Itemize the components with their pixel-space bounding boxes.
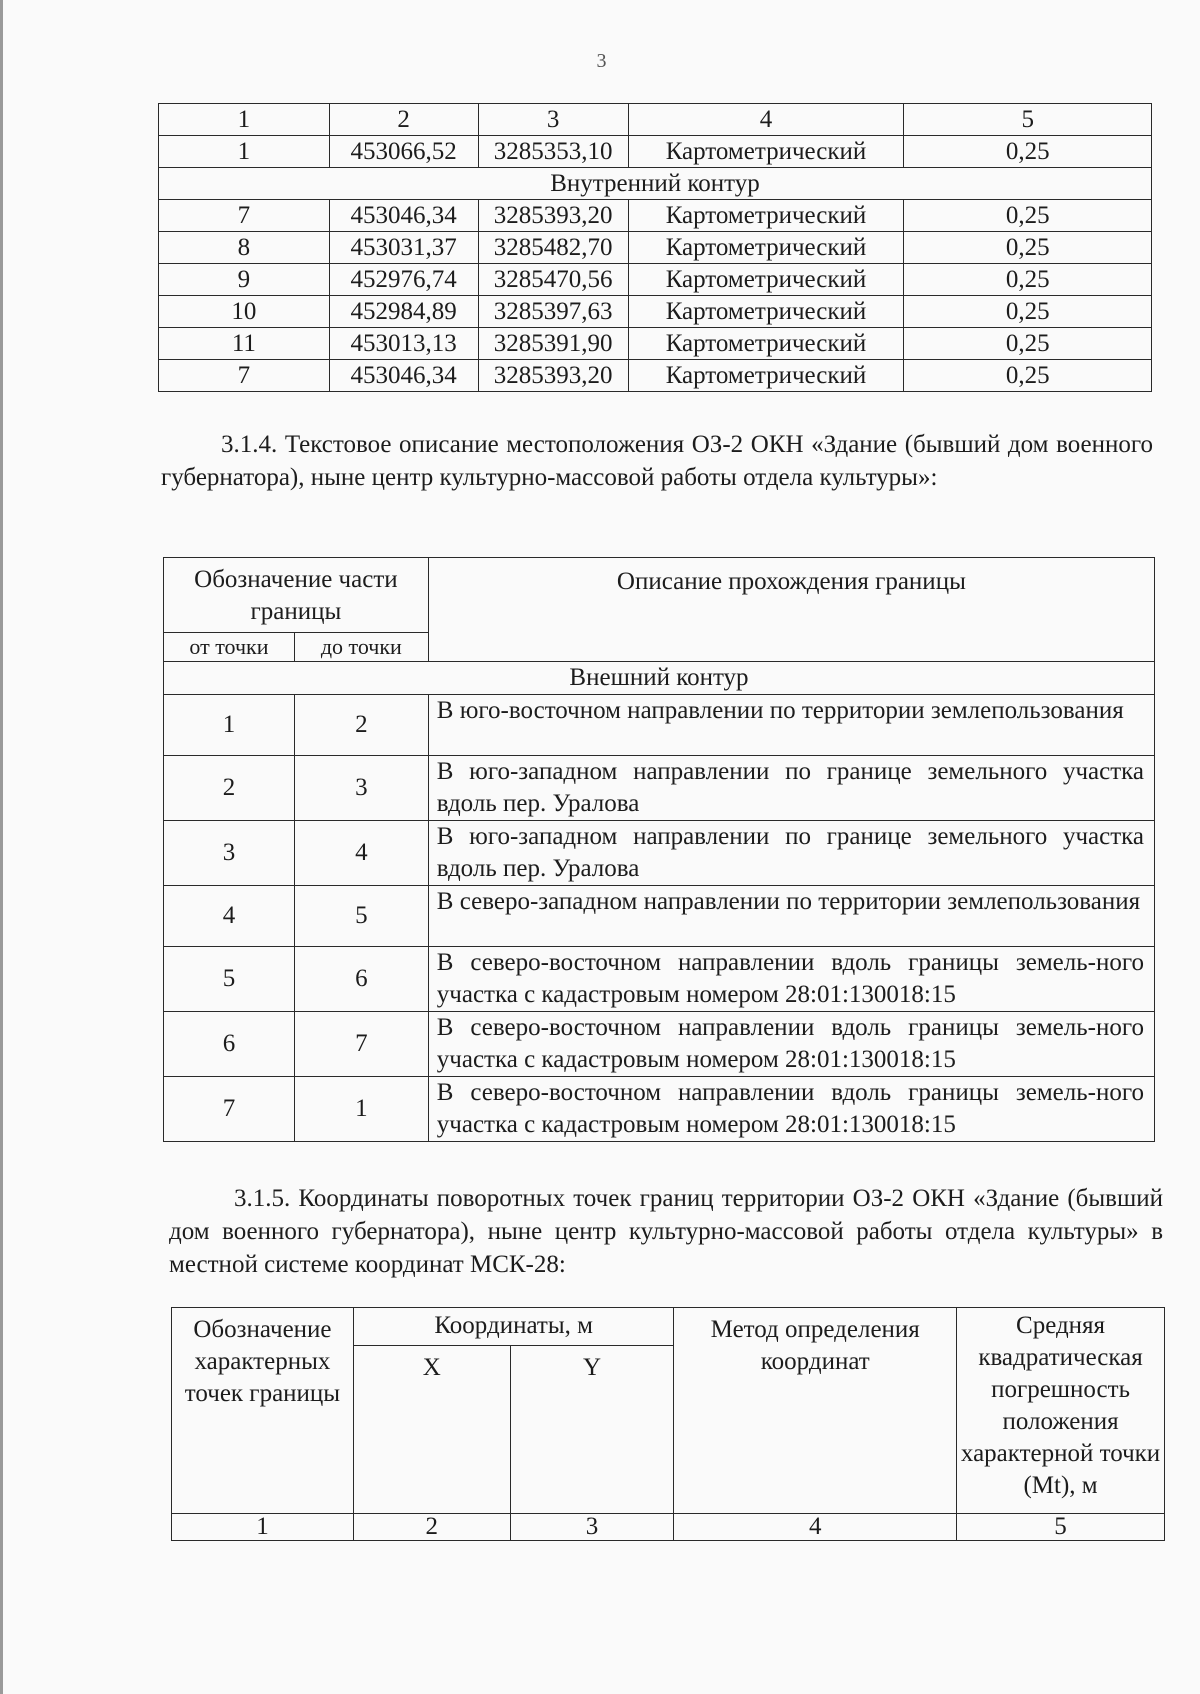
header-coordinates: Координаты, м xyxy=(353,1308,674,1346)
point-number: 7 xyxy=(159,200,330,232)
to-point: 7 xyxy=(294,1012,428,1077)
boundary-description: В юго-западном направлении по границе земельного участка вдоль пер. Уралова xyxy=(428,756,1154,821)
point-number: 10 xyxy=(159,296,330,328)
mean-error: 0,25 xyxy=(904,360,1152,392)
column-numbers-row xyxy=(172,1514,1165,1541)
coord-x: 452976,74 xyxy=(329,264,478,296)
header-boundary-part: Обозначение части границы xyxy=(164,558,429,633)
point-number: 1 xyxy=(159,136,330,168)
mean-error: 0,25 xyxy=(904,264,1152,296)
coord-x: 453013,13 xyxy=(329,328,478,360)
table-row xyxy=(164,886,1155,947)
method: Картометрический xyxy=(628,296,904,328)
boundary-description: В северо-восточном направлении вдоль границы земель-ного участка с кадастровым номером 28:01:130018:15 xyxy=(428,1077,1154,1142)
header-x: X xyxy=(353,1345,510,1513)
header-y: Y xyxy=(510,1345,674,1513)
point-number: 7 xyxy=(159,360,330,392)
to-point: 1 xyxy=(294,1077,428,1142)
table-row xyxy=(164,821,1155,886)
table-row xyxy=(164,695,1155,756)
header-boundary-description: Описание прохождения границы xyxy=(428,558,1154,662)
column-number: 2 xyxy=(329,104,478,136)
from-point: 2 xyxy=(164,756,295,821)
coord-x: 452984,89 xyxy=(329,296,478,328)
from-point: 1 xyxy=(164,695,295,756)
boundary-description: В юго-западном направлении по границе земельного участка вдоль пер. Уралова xyxy=(428,821,1154,886)
table-row xyxy=(159,136,1152,168)
paragraph-3-1-5: 3.1.5. Координаты поворотных точек границ территории ОЗ-2 ОКН «Здание (бывший дом военного губернатора), ныне центр культурно-массовой работы отдела культуры» в местной системе координат МСК-28: xyxy=(169,1185,1163,1278)
column-number: 4 xyxy=(674,1514,957,1541)
mean-error: 0,25 xyxy=(904,296,1152,328)
column-number: 3 xyxy=(478,104,628,136)
point-number: 8 xyxy=(159,232,330,264)
column-number: 2 xyxy=(353,1514,510,1541)
table-row xyxy=(159,360,1152,392)
paragraph-3-1-4: 3.1.4. Текстовое описание местоположения ОЗ-2 ОКН «Здание (бывший дом военного губернатора), ныне центр культурно-массовой работы отдела культуры»: xyxy=(161,431,1153,491)
boundary-description: В северо-восточном направлении вдоль границы земель-ного участка с кадастровым номером 28:01:130018:15 xyxy=(428,947,1154,1012)
header-method: Метод определения координат xyxy=(674,1308,957,1514)
column-number: 5 xyxy=(904,104,1152,136)
method: Картометрический xyxy=(628,360,904,392)
mean-error: 0,25 xyxy=(904,200,1152,232)
from-point: 3 xyxy=(164,821,295,886)
column-number: 5 xyxy=(957,1514,1165,1541)
point-number: 9 xyxy=(159,264,330,296)
method: Картометрический xyxy=(628,264,904,296)
header-from-point: от точки xyxy=(164,633,295,662)
coord-x: 453046,34 xyxy=(329,200,478,232)
boundary-coordinates-header-table xyxy=(171,1307,1165,1541)
coord-y: 3285470,56 xyxy=(478,264,628,296)
table-header-row xyxy=(159,104,1152,136)
mean-error: 0,25 xyxy=(904,136,1152,168)
coordinates-table-inner xyxy=(158,103,1152,392)
boundary-description: В юго-восточном направлении по территории землепользования xyxy=(428,695,1154,756)
table-row xyxy=(159,328,1152,360)
to-point: 5 xyxy=(294,886,428,947)
table-row xyxy=(164,947,1155,1012)
method: Картометрический xyxy=(628,328,904,360)
boundary-description: В северо-восточном направлении вдоль границы земель-ного участка с кадастровым номером 28:01:130018:15 xyxy=(428,1012,1154,1077)
from-point: 7 xyxy=(164,1077,295,1142)
to-point: 4 xyxy=(294,821,428,886)
coord-x: 453031,37 xyxy=(329,232,478,264)
point-number: 11 xyxy=(159,328,330,360)
boundary-description-table xyxy=(163,557,1155,1142)
to-point: 2 xyxy=(294,695,428,756)
to-point: 3 xyxy=(294,756,428,821)
column-number: 1 xyxy=(172,1514,354,1541)
method: Картометрический xyxy=(628,136,904,168)
coord-x: 453066,52 xyxy=(329,136,478,168)
coord-x: 453046,34 xyxy=(329,360,478,392)
table-row xyxy=(159,200,1152,232)
from-point: 5 xyxy=(164,947,295,1012)
to-point: 6 xyxy=(294,947,428,1012)
column-number: 3 xyxy=(510,1514,674,1541)
coord-y: 3285397,63 xyxy=(478,296,628,328)
section-inner-contour: Внутренний контур xyxy=(159,168,1152,200)
boundary-description: В северо-западном направлении по территории землепользования xyxy=(428,886,1154,947)
table-row xyxy=(159,232,1152,264)
table-row xyxy=(164,1077,1155,1142)
method: Картометрический xyxy=(628,200,904,232)
mean-error: 0,25 xyxy=(904,232,1152,264)
from-point: 4 xyxy=(164,886,295,947)
page-number: 3 xyxy=(596,50,607,72)
header-mean-error: Средняя квадратическая погрешность положения характерной точки (Mt), м xyxy=(957,1308,1165,1514)
table-row xyxy=(164,756,1155,821)
from-point: 6 xyxy=(164,1012,295,1077)
coord-y: 3285393,20 xyxy=(478,360,628,392)
header-to-point: до точки xyxy=(294,633,428,662)
coord-y: 3285391,90 xyxy=(478,328,628,360)
method: Картометрический xyxy=(628,232,904,264)
table-row xyxy=(159,264,1152,296)
section-outer-contour: Внешний контур xyxy=(164,662,1155,695)
table-row xyxy=(164,1012,1155,1077)
table-row xyxy=(159,296,1152,328)
header-point-designation: Обозначение характерных точек границы xyxy=(172,1308,354,1514)
mean-error: 0,25 xyxy=(904,328,1152,360)
column-number: 1 xyxy=(159,104,330,136)
coord-y: 3285353,10 xyxy=(478,136,628,168)
column-number: 4 xyxy=(628,104,904,136)
coord-y: 3285482,70 xyxy=(478,232,628,264)
coord-y: 3285393,20 xyxy=(478,200,628,232)
